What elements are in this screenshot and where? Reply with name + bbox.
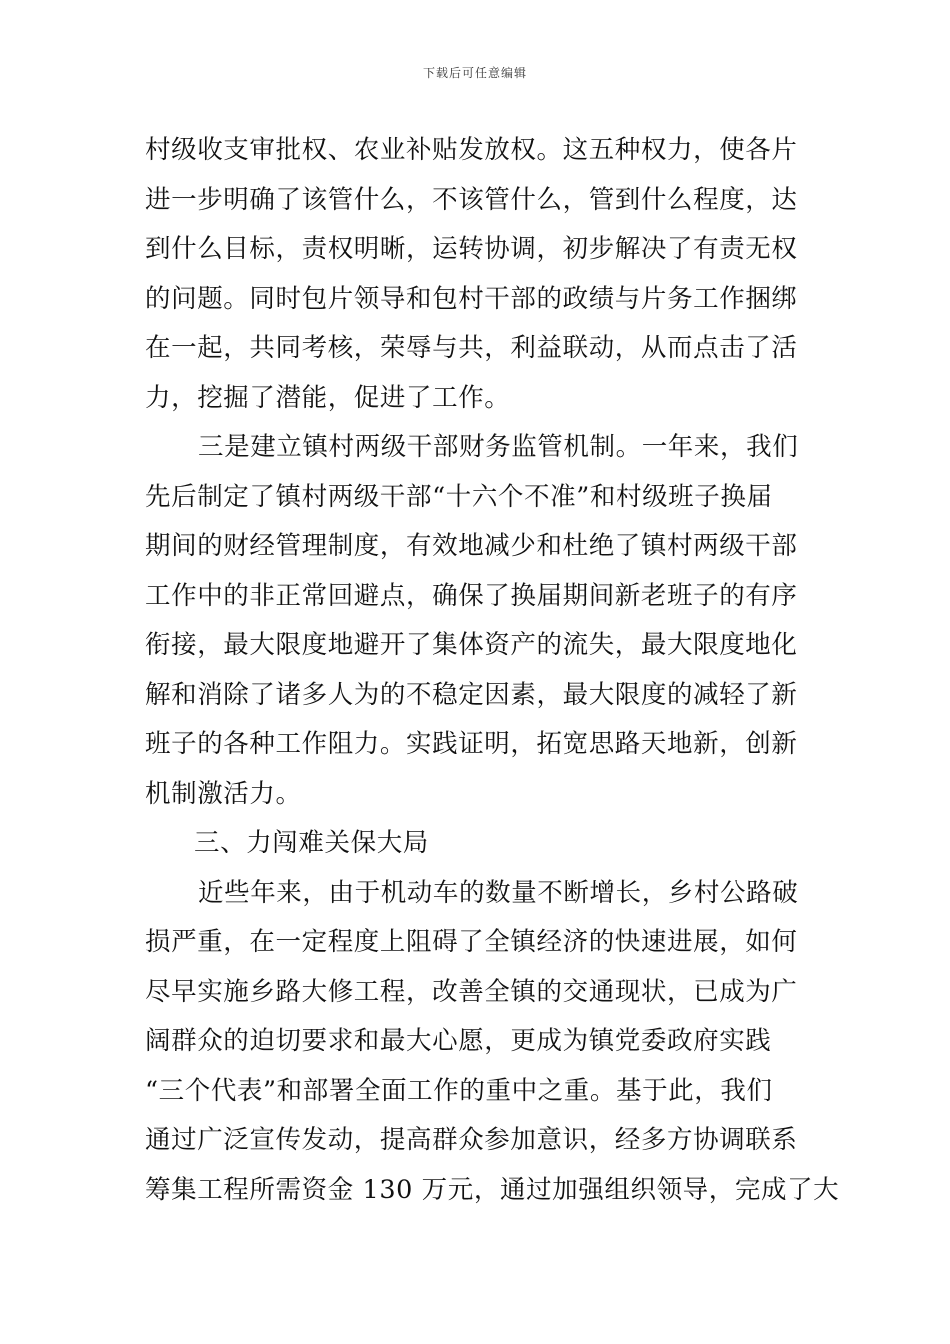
- page-header: 下载后可任意编辑: [422, 66, 527, 80]
- text-line: 损严重，在一定程度上阻碍了全镇经济的快速进展，如何: [145, 927, 798, 957]
- text-line: 在一起，共同考核，荣辱与共，利益联动，从而点击了活: [145, 333, 798, 363]
- text-line: 力，挖掘了潜能，促进了工作。: [145, 382, 511, 413]
- text-line: 尽早实施乡路大修工程，改善全镇的交通现状，已成为广: [145, 976, 798, 1007]
- text-line: 阔群众的迫切要求和最大心愿，更成为镇党委政府实践: [145, 1026, 772, 1056]
- text-line: 期间的财经管理制度，有效地减少和杜绝了镇村两级干部: [145, 531, 798, 561]
- text-line: 通过广泛宣传发动，提高群众参加意识，经多方协调联系: [145, 1125, 798, 1155]
- section-heading: 三、力闯难关保大局: [194, 828, 429, 858]
- text-line: 解和消除了诸多人为的不稳定因素，最大限度的减轻了新: [145, 679, 798, 710]
- text-line: 村级收支审批权、农业补贴发放权。这五种权力，使各片: [145, 135, 798, 165]
- text-line: 到什么目标，责权明晰，运转协调，初步解决了有责无权: [145, 234, 798, 264]
- text-line: “三个代表”和部署全面工作的重中之重。基于此，我们: [145, 1075, 773, 1106]
- text-line: 近些年来，由于机动车的数量不断增长，乡村公路破: [198, 877, 799, 908]
- text-line: 机制激活力。: [145, 778, 302, 809]
- text-line: 筹集工程所需资金 130 万元，通过加强组织领导，完成了大: [145, 1174, 840, 1205]
- text-line: 三是建立镇村两级干部财务监管机制。一年来，我们: [198, 432, 799, 462]
- text-line: 班子的各种工作阻力。实践证明，拓宽思路天地新，创新: [145, 729, 798, 759]
- document-body: [145, 126, 840, 1215]
- text-line: 先后制定了镇村两级干部“十六个不准”和村级班子换届: [145, 481, 773, 512]
- text-line: 工作中的非正常回避点，确保了换届期间新老班子的有序: [145, 580, 798, 611]
- text-line: 进一步明确了该管什么，不该管什么，管到什么程度，达: [145, 184, 798, 215]
- text-line: 衔接，最大限度地避开了集体资产的流失，最大限度地化: [145, 630, 798, 660]
- text-line: 的问题。同时包片领导和包村干部的政绩与片务工作捆绑: [145, 283, 798, 314]
